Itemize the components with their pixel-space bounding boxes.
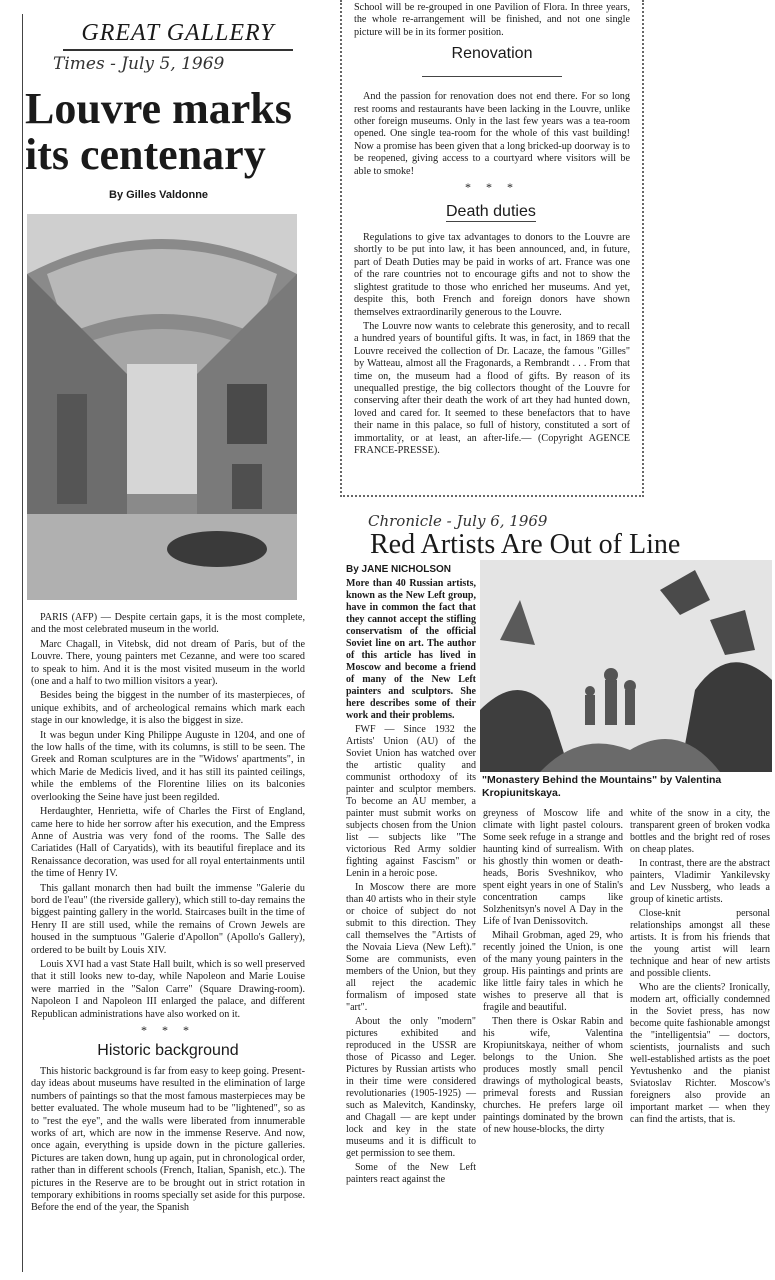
paragraph: FWF — Since 1932 the Artists' Union (AU) of the Soviet Union has watched over the artistic quality and communist orthodoxy of its painter and sculptor members. To become an AU member, a painter must submit works on subjects chosen from the Union list — subjects like "The victorious Red Army soldier fighting against Fascism" or Lenin in a heroic pose.: [346, 724, 476, 879]
column-2: [483, 808, 623, 1138]
paragraph: greyness of Moscow life and climate with light pastel colours. Some seek refuge in a strange and haunting kind of surrealism. With his ghostly thin women or death-heads, Boris Sveshnikov, who spent eight years in one of Stalin's concentration camps like Solzhenitsyn's novel A Day in the Life of Ivan Denissovitch.: [483, 808, 623, 927]
section-separator: * * *: [465, 180, 519, 195]
article-body: [31, 612, 305, 1217]
byline: By Gilles Valdonne: [109, 189, 209, 201]
handwritten-date: Times - July 5, 1969: [53, 54, 225, 74]
column-3: [630, 808, 770, 1128]
paragraph: Then there is Oskar Rabin and his wife, Valentina Kropiunitskaya, neither of whom belongs to the Union. She produces mostly small pencil drawings of mythological beasts, primeval forests and Russian churches. He prefers large oil paintings dominated by the brown of new house-blocks, the dirty: [483, 1016, 623, 1135]
paragraph: Who are the clients? Ironically, modern art, officially condemned in the Soviet press, has now become quite fashionable amongst the "intelligentsia" — doctors, scientists, journalists and such well-established artists as the poet Yevtushenko and the pianist Sviatoslav Richter. Moscow's foreigners also provide an important market — when they can find the artists, that is.: [630, 982, 770, 1125]
subhead-historic: Historic background: [97, 1042, 239, 1059]
paragraph: The Louvre now wants to celebrate this generosity, and to recall a hundred years of bountiful gifts. It was, in fact, in 1869 that the Louvre received the collection of Dr. Lacaze, the famous "Gilles" by Watteau, almost all the Fragonards, a Rembrandt . . . From that time on, the museum had a flood of gifts. By reason of its unequalled prestige, the big collectors thought of the Louvre for conserving after their death the work of art they had hunted down, loved and cared for. It seemed to these benefactors that to have their name in this palace, so full of history, constituted a sort of immortality, or at least, an after-life.— (Copyright AGENCE FRANCE-PRESSE).: [354, 320, 630, 456]
paragraph: This historic background is far from easy to keep going. Present-day ideas about museums have resulted in the elimination of large numbers of paintings so that the most famous masterpieces may be better evaluated. The whole museum had to be "lightened", so as to "rest the eye", and the walls were liberated from innumerable works of art, which are now in the immense Reserve. And now, once again, everything is upside down in the picture galleries. Pictures are taken down, hung up again, put in chronological order, rather than in different schools (French, Italian, Spanish, etc.). The pictures in the Reserve are to be brought out in strict rotation in temporary exhibitions in rooms specially set aside for this purpose. Before the end of the year, the Spanish: [31, 1066, 305, 1214]
paragraph: About the only "modern" pictures exhibited and reproduced in the USSR are those of Picasso and Leger. Pictures by Russian artists who in their time were considered revolutionaries (1905-1925) — such as Malevitch, Kandinsky, and Chagall — are kept under lock and key in the state museums and it is difficult to get permission to see them.: [346, 1016, 476, 1159]
monastery-illustration: [480, 560, 772, 772]
paragraph: And the passion for renovation does not end there. For so long rest rooms and restaurants have been lacking in the Louvre, unlike other foreign museums. Only in the last few years was a tea-room opened. One single tea-room for the whole of this vast building! Now a promise has been given that a long bricked-up doorway is to be reopened, giving access to a courtyard where visitors will be able to smoke!: [354, 91, 630, 177]
paragraph: In contrast, there are the abstract painters, Vladimir Yankilevsky and Lev Nussberg, who leads a group of kinetic artists.: [630, 858, 770, 905]
paragraph: In Moscow there are more than 40 artists who in their style or choice of subject do not submit to this direction. They call themselves the "Artists of the Novaia Lieva (New Left)." Some are communists, even members of the Union, but they all reject the academic formalism of imposed state "art".: [346, 882, 476, 1013]
headline-line-1: Louvre marks: [25, 84, 292, 133]
divider: [354, 67, 630, 85]
paragraph: Besides being the biggest in the number of its masterpieces, of unique exhibits, and of archeological remains which mark each stage in our knowledge, it is also the biggest in size.: [31, 690, 305, 727]
byline: By JANE NICHOLSON: [346, 564, 452, 575]
subhead-death-duties: Death duties: [446, 203, 536, 221]
section-separator: * * *: [141, 1023, 195, 1037]
paragraph: Herdaughter, Henrietta, wife of Charles the First of England, came here to hide her sorrow after his execution, and the Empress Anne of Austria was very fond of the rooms. The Salle des Cariatides (Hall of Caryatids), with its beautiful fireplace and its Renaissance decoration, was used for all royal entertainments until the time of Henry IV.: [31, 806, 305, 880]
paragraph: Some of the New Left painters react against the: [346, 1162, 476, 1185]
paragraph: This gallant monarch then had built the immense "Galerie du bord de l'eau" (the riverside gallery), which still to-day remains the biggest painting gallery in the world. Staircases built in the time of Henry II are still used, while the remains of Crown Jewels are housed in the sumptuous "Galerie d'Apollon" (Apollo's Gallery), ordered to be built by Louis XIV.: [31, 882, 305, 956]
paragraph: School will be re-grouped in one Pavilion of Flora. In three years, the whole re-arrangement will be finished, and not one single picture will be in its former position.: [354, 2, 630, 38]
paragraph: Louis XVI had a vast State Hall built, which is so well preserved that it still looks new to-day, while Napoleon and Marie Louise were married in the "Salon Carre" (Square Drawing-room). Napoleon I and Napoleon III enlarged the palace, and different Republican administrations have also worked on it.: [31, 958, 305, 1020]
louvre-article: [22, 14, 308, 1272]
paragraph: Marc Chagall, in Vitebsk, did not dream of Paris, but of the Louvre. There, young painters met Cezanne, and were too scared to speak to him. And it is the most visited museum in the world (one and a half to two million visitors a year).: [31, 638, 305, 688]
intro: More than 40 Russian artists, known as the New Left group, have in common the fact that they cannot accept the stifling conservatism of the official Soviet line on art. The author of this article has lived in Moscow and become a friend of many of the New Left painters and sculptors. She here describes some of their work and their problems.: [346, 578, 476, 721]
headline-line-2: its centenary: [25, 130, 266, 179]
red-artists-article: [340, 512, 775, 1280]
paragraph: Close-knit personal relationships amongst all these artists. It is from his friends that the young artist will learn technique and hear of new artists and possible clients.: [630, 908, 770, 979]
column-1: [346, 578, 476, 1188]
illustration-caption: "Monastery Behind the Mountains" by Valentina Kropiunitskaya.: [482, 774, 722, 799]
headline: Red Artists Are Out of Line: [370, 529, 681, 560]
louvre-continuation: [340, 0, 644, 497]
paragraph: white of the snow in a city, the transparent green of broken vodka bottles and the bright red of roses on cheap plates.: [630, 808, 770, 855]
headline: [25, 86, 305, 178]
handwritten-date: Chronicle - July 6, 1969: [368, 512, 548, 530]
paragraph: Mihail Grobman, aged 29, who recently joined the Union, is one of the many young painters in the group. His paintings and prints are like little fairy tales in which he wishes to preserve all that is fragile and beautiful.: [483, 930, 623, 1013]
paragraph: PARIS (AFP) — Despite certain gaps, it is the most complete, and the most celebrated museum in the world.: [31, 612, 305, 636]
paragraph: It was begun under King Philippe Auguste in 1204, and one of the low halls of the time, with its columns, is still to be seen. The Greek and Roman sculptures are in the "Widows' apartments", in which Marie de Medicis lived, and it has still its painted ceilings, while the emblems of the Florentine lilies on its balconies overlooking the Seine have just been regilded.: [31, 729, 305, 803]
paragraph: Regulations to give tax advantages to donors to the Louvre are shortly to be put into law, it has been announced, and, in future, part of Death Duties may be paid in works of art. France was one of the rare countries not to encourage gifts and not to show the slightest gratitude to those who enriched her museums. And yet, despite this, both French and foreign donors have shown themselves extraordinarily generous to the Louvre.: [354, 232, 630, 318]
subhead-renovation: Renovation: [451, 45, 533, 63]
gallery-photo: [27, 214, 297, 600]
section-title: GREAT GALLERY: [63, 20, 293, 51]
